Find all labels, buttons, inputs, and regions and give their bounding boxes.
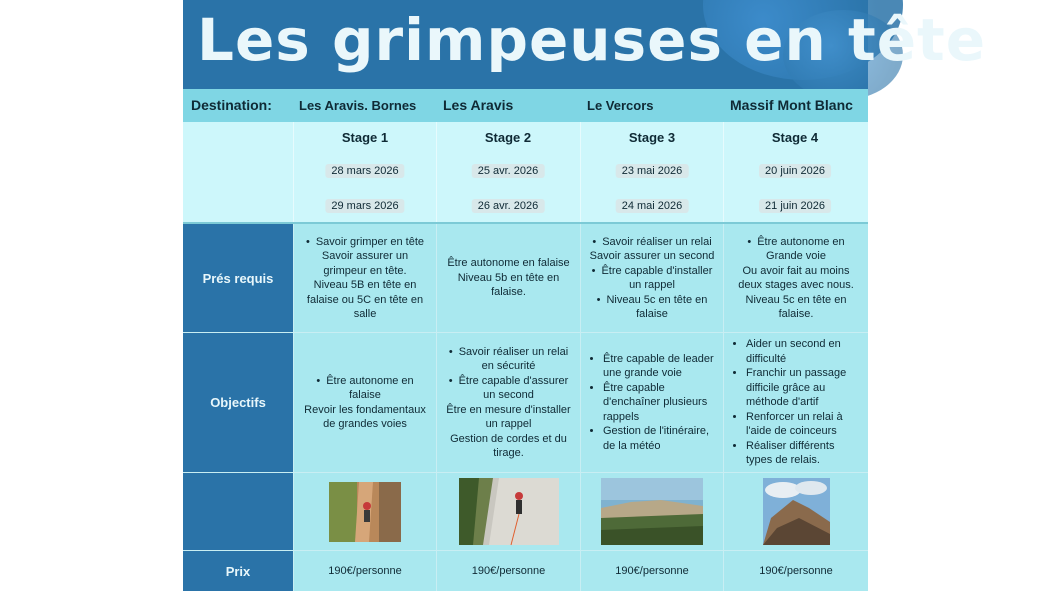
price-value: 190€/personne <box>615 565 689 577</box>
title-banner <box>183 0 987 89</box>
list-item: • Savoir réaliser un relai <box>587 235 717 250</box>
stage-date-end: 26 avr. 2026 <box>472 199 545 213</box>
list-item: • Franchir un passage difficile grâce au méthode d'artif <box>746 366 862 410</box>
list-item: Être en mesure d'installer un rappel <box>446 403 571 430</box>
list-item: • Être autonome en falaise <box>300 374 430 403</box>
stage-row <box>183 122 868 222</box>
photo-cell-2 <box>436 473 580 550</box>
stage-title: Stage 4 <box>771 130 819 145</box>
stage-1 <box>293 122 436 222</box>
stage-3 <box>580 122 723 222</box>
stage-date-end: 29 mars 2026 <box>325 199 404 213</box>
stage-4 <box>723 122 866 222</box>
prerequisites-stage-2 <box>436 224 580 332</box>
stage-title: Stage 3 <box>628 130 676 145</box>
destination-row <box>183 89 868 122</box>
destination-3: Le Vercors <box>587 98 654 113</box>
photos-row <box>183 472 868 550</box>
page-title: Les grimpeuses en tête <box>197 6 987 74</box>
destination-4: Massif Mont Blanc <box>730 97 853 113</box>
price-row <box>183 550 868 591</box>
photos-label-cell <box>183 473 293 550</box>
objectives-stage-2 <box>436 333 580 472</box>
list-item: • Renforcer un relai à l'aide de coinceurs <box>746 410 862 439</box>
stage-title: Stage 2 <box>484 130 532 145</box>
list-item: • Aider un second en difficulté <box>746 337 862 366</box>
prerequisites-row <box>183 222 868 332</box>
price-label: Prix <box>183 551 293 591</box>
objectives-row <box>183 332 868 472</box>
price-stage-2 <box>436 551 580 591</box>
price-stage-1 <box>293 551 436 591</box>
list-item: • Savoir grimper en tête <box>300 235 430 250</box>
stage-2 <box>436 122 579 222</box>
stage-date-end: 21 juin 2026 <box>759 199 831 213</box>
list-item: • Être capable de leader une grande voie <box>603 352 717 381</box>
list-item: • Savoir réaliser un relai en sécurité <box>443 345 574 374</box>
list-item: Ou avoir fait au moins deux stages avec nous. <box>738 264 854 291</box>
price-value: 190€/personne <box>759 565 833 577</box>
mont-blanc-photo <box>763 478 830 545</box>
prerequisites-label: Prés requis <box>183 224 293 332</box>
destination-1: Les Aravis. Bornes <box>299 98 417 113</box>
list-item: Niveau 5b en tête en falaise. <box>457 271 560 299</box>
list-item: Niveau 5B en tête en falaise ou 5C en tête en salle <box>306 279 424 320</box>
stage-date-start: 20 juin 2026 <box>759 164 831 178</box>
destination-label: Destination: <box>191 97 272 113</box>
list-item: • Être capable d'installer un rappel <box>587 264 717 293</box>
stage-title: Stage 1 <box>341 130 389 145</box>
stage-date-start: 28 mars 2026 <box>325 164 404 178</box>
list-item: Gestion de cordes et du tirage. <box>450 432 567 459</box>
climber-photo <box>459 478 559 545</box>
list-item: • Être autonome en Grande voie <box>730 235 862 264</box>
stage-date-end: 24 mai 2026 <box>616 199 689 213</box>
price-value: 190€/personne <box>471 565 546 577</box>
list-item: • Être capable d'assurer un second <box>443 374 574 403</box>
photo-cell-3 <box>580 473 723 550</box>
stage-date-start: 23 mai 2026 <box>616 164 689 178</box>
list-item: • Réaliser différents types de relais. <box>746 439 862 468</box>
list-item: • Niveau 5c en tête en falaise <box>587 293 717 322</box>
list-item: Revoir les fondamentaux de grandes voies <box>304 403 426 430</box>
prerequisites-stage-3 <box>580 224 723 332</box>
objectives-stage-4 <box>723 333 868 472</box>
prerequisites-stage-1 <box>293 224 436 332</box>
list-item: Savoir assurer un grimpeur en tête. <box>321 250 409 277</box>
price-stage-3 <box>580 551 723 591</box>
poster <box>183 0 987 591</box>
photo-cell-4 <box>723 473 868 550</box>
prerequisites-stage-4 <box>723 224 868 332</box>
price-stage-4 <box>723 551 868 591</box>
price-value: 190€/personne <box>328 565 402 577</box>
destination-2: Les Aravis <box>443 97 514 113</box>
list-item: Niveau 5c en tête en falaise. <box>745 293 847 320</box>
photo-cell-1 <box>293 473 436 550</box>
vercors-photo <box>601 478 703 545</box>
list-item: • Être capable d'enchaîner plusieurs rappels <box>603 381 717 425</box>
climber-photo <box>329 482 401 542</box>
objectives-stage-1 <box>293 333 436 472</box>
list-item: Être autonome en falaise <box>447 257 570 270</box>
stage-date-start: 25 avr. 2026 <box>472 164 545 178</box>
list-item: Savoir assurer un second <box>589 250 715 262</box>
list-item: • Gestion de l'itinéraire, de la météo <box>603 424 717 453</box>
objectives-stage-3 <box>580 333 723 472</box>
objectives-label: Objectifs <box>183 333 293 472</box>
